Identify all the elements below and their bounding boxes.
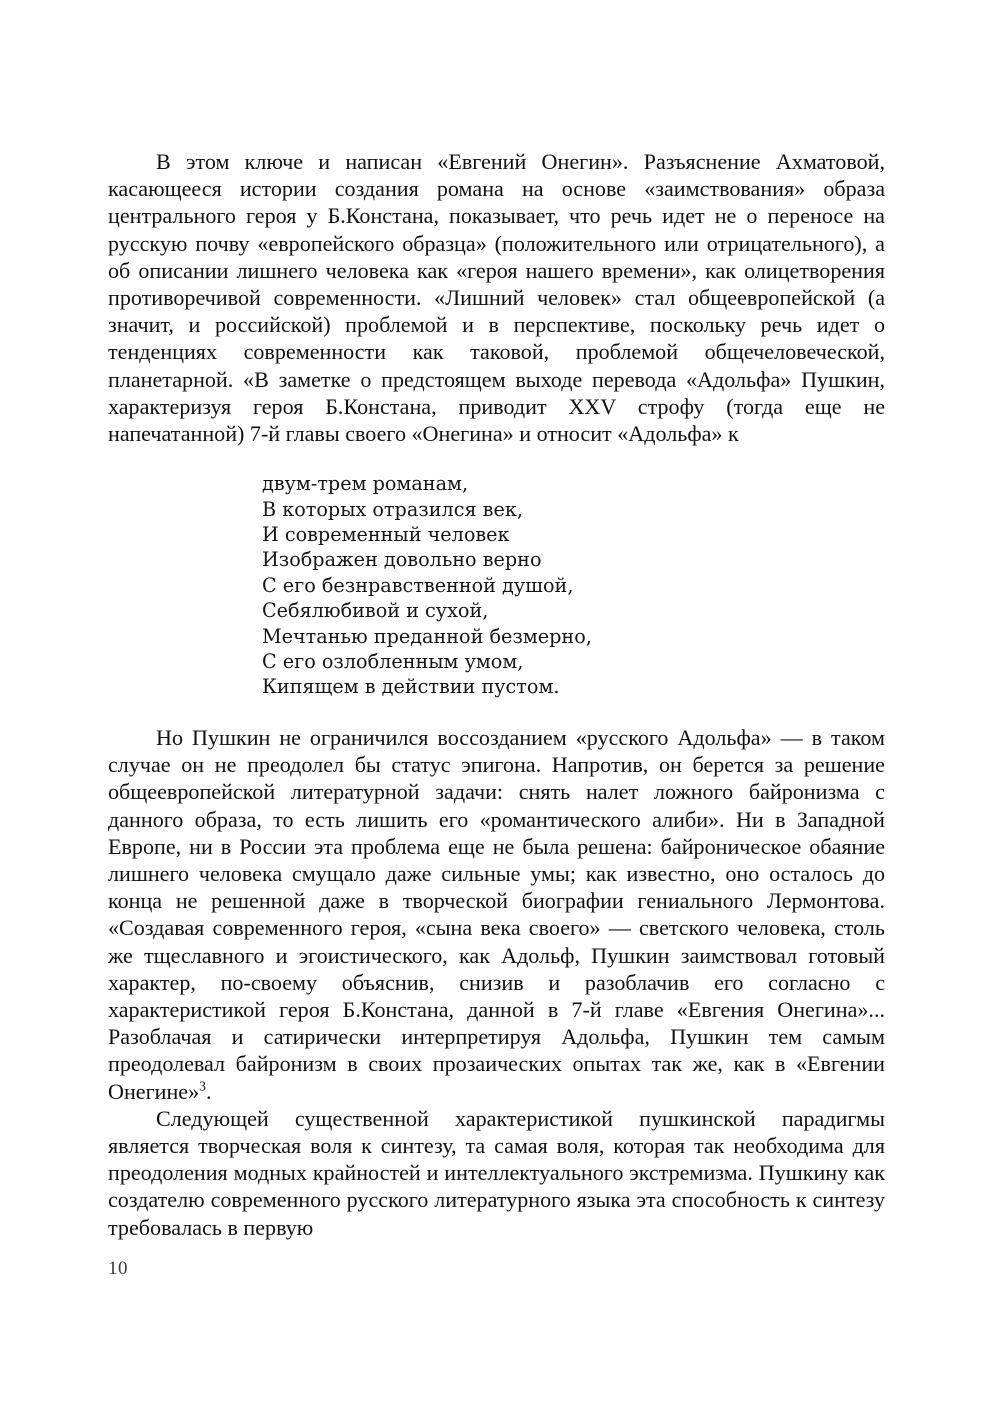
verse-line: В которых отразился век, [262,497,523,521]
page-number: 10 [108,1258,128,1279]
body-paragraph-3: Следующей существенной характеристикой пушкинской парадигмы является творческая воля к синтезу, та самая воля, которая так необходима для преодоления модных крайностей и интеллектуального экстремизма. Пушкину как создателю современного русского литературного языка эта способность к синтезу требовалась в первую [108,1105,885,1240]
footnote-reference-3[interactable]: 3 [199,1078,206,1094]
verse-line: И современный человек [262,523,510,547]
body-paragraph-1: В этом ключе и написан «Евгений Онегин». Разъяснение Ахматовой, касающееся истории создания романа на основе «заимствования» образа центрального героя у Б.Констана, показывает, что речь идет не о переносе на русскую почву «европейского образца» (положительного или отрицательного), а об описании лишнего человека как «героя нашего времени», как олицетворения противоречивой современности. «Лишний человек» стал общеевропейской (а значит, и российской) проблемой и в перспективе, поскольку речь идет о тенденциях современности как таковой, проблемой общечеловеческой, планетарной. «В заметке о предстоящем выходе перевода «Адольфа» Пушкин, характеризуя героя Б.Констана, приводит XXV строфу (тогда еще не напечатанной) 7-й главы своего «Онегина» и относит «Адольфа» к [108,149,885,447]
page-text-block [108,148,885,1241]
verse-quote-block [108,447,885,724]
verse-line: Мечтанью преданной безмерно, [262,624,592,648]
verse-line: двум-трем романам, [262,472,469,496]
verse-line: Кипящем в действии пустом. [262,675,560,699]
verse-line: С его безнравственной душой, [262,573,574,597]
body-paragraph-2-tail: . [206,1078,212,1104]
verse-line: Изображен довольно верно [262,548,542,572]
verse-line: Себялюбивой и сухой, [262,599,489,623]
body-paragraph-2 [108,724,885,1105]
verse-line: С его озлобленным умом, [262,650,524,674]
body-paragraph-2-text: Но Пушкин не ограничился воссозданием «русского Адольфа» — в таком случае он не преодолел бы статус эпигона. Напротив, он берется за решение общеевропейской литературной задачи: снять налет ложного байронизма с данного образа, то есть лишить его «романтического алиби». Ни в Западной Европе, ни в России эта проблема еще не была решена: байроническое обаяние лишнего человека смущало даже сильные умы; как известно, оно осталось до конца не решенной даже в творческой биографии гениального Лермонтова. «Создавая современного героя, «сына века своего» — светского человека, столь же тщеславного и эгоистического, как Адольф, Пушкин заимствовал готовый характер, по-своему объяснив, снизив и разоблачив его согласно с характеристикой героя Б.Констана, данной в 7-й главе «Евгения Онегина»... Разоблачая и сатирически интерпретируя Адольфа, Пушкин тем самым преодолевал байронизм в своих прозаических опытах так же, как в «Евгении Онегине» [108,724,885,1104]
